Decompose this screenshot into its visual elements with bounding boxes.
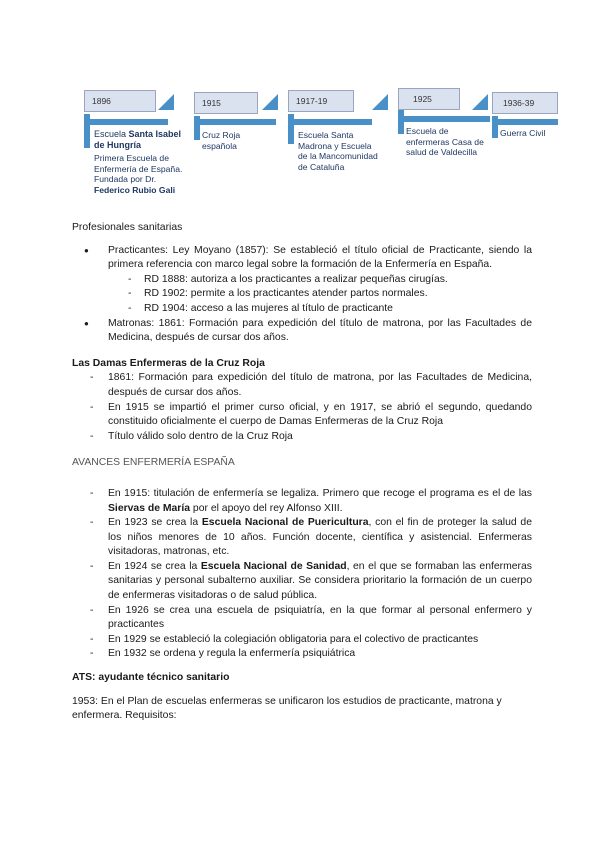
list-item: ● Matronas: 1861: Formación para expedición del título de matrona, por las Facultades de Medicina, después de cursar dos años. (72, 317, 532, 346)
timeline-connector (288, 119, 372, 125)
section-title-profesionales: Profesionales sanitarias (72, 222, 183, 233)
timeline-connector (84, 119, 168, 125)
list-item: ● Practicantes: Ley Moyano (1857): Se estableció el título oficial de Practicante, siendo la primera referencia con marco legal sobre la formación de la Enfermería en España. - RD 1888: autoriza a los practicantes a realizar pequeñas cirugías. - RD 1902: permite a los practicantes atender partos normales. - RD 1904: acceso a las mujeres al título de practicante (72, 244, 532, 317)
timeline-connector (398, 110, 404, 134)
timeline-desc-3: Escuela Santa Madrona y Escuela de la Mancomunidad de Cataluña (298, 130, 378, 172)
section-title-ats: ATS: ayudante técnico sanitario (72, 672, 230, 684)
list-item: - En 1929 se estableció la colegiación obligatoria para el colectivo de practicantes (72, 633, 532, 648)
profesionales-list (72, 244, 532, 346)
list-item: - 1861: Formación para expedición del título de matrona, por las Facultades de Medicina, después de cursar dos años. (72, 371, 532, 400)
list-item: - RD 1902: permite a los practicantes atender partos normales. (72, 287, 532, 302)
avances-list (72, 487, 532, 662)
timeline-connector (398, 116, 490, 122)
damas-list (72, 371, 532, 444)
list-item: - En 1923 se crea la Escuela Nacional de Puericultura, con el fin de proteger la salud de los niños menores de 10 años. Función docente, científica y asistencial. Enfermeras visitadoras, matronas, etc. (72, 516, 532, 560)
document-body (72, 221, 532, 724)
practicantes-sublist (72, 273, 532, 317)
list-item: - En 1915 se impartió el primer curso oficial, y en 1917, se abrió el segundo, quedando constituido oficialmente el cuerpo de Damas Enfermeras de la Cruz Roja (72, 401, 532, 430)
list-item: - En 1915: titulación de enfermería se legaliza. Primero que recoge el programa es el de las Siervas de María por el apoyo del rey Alfonso XIII. (72, 487, 532, 516)
timeline-graphic (82, 88, 560, 228)
timeline-arrow-icon (158, 94, 174, 110)
timeline-desc-5: Guerra Civil (500, 128, 546, 138)
timeline-desc-2: Cruz Roja española (202, 130, 241, 151)
list-item: - En 1924 se crea la Escuela Nacional de Sanidad, en el que se formaban las enfermeras sanitarias y personal subalterno auxiliar. Se considera prioritario la formación de un cuerpo de enfermeras visitadoras o de salud pública. (72, 560, 532, 604)
timeline-connector (492, 119, 558, 125)
timeline-year-4: 1925 (398, 88, 460, 110)
list-item: - Título válido solo dentro de la Cruz Roja (72, 430, 532, 445)
timeline-year-1: 1896 (84, 90, 156, 112)
timeline-year-3: 1917-19 (288, 90, 354, 112)
timeline-arrow-icon (372, 94, 388, 110)
timeline-year-2: 1915 (194, 92, 258, 114)
timeline-year-5: 1936-39 (492, 92, 558, 114)
timeline-desc-4: Escuela de enfermeras Casa de salud de Valdecilla (406, 126, 484, 158)
timeline-desc-1: Escuela Santa Isabel de Hungría Primera Escuela de Enfermería de España. Fundada por Dr. Federico Rubio Gali (94, 129, 183, 195)
timeline-arrow-icon (472, 94, 488, 110)
timeline-arrow-icon (262, 94, 278, 110)
ats-paragraph: 1953: En el Plan de escuelas enfermeras se unificaron los estudios de practicante, matrona y enfermera. Requisitos: (72, 695, 502, 722)
list-item: - En 1932 se ordena y regula la enfermería psiquiátrica (72, 647, 532, 662)
list-item: - RD 1904: acceso a las mujeres al título de practicante (72, 302, 532, 317)
section-title-damas: Las Damas Enfermeras de la Cruz Roja (72, 357, 265, 369)
timeline-connector (194, 119, 276, 125)
list-item: - En 1926 se crea una escuela de psiquiatría, en la que formar al personal enfermero y practicantes (72, 604, 532, 633)
list-item: - RD 1888: autoriza a los practicantes a realizar pequeñas cirugías. (72, 273, 532, 288)
section-title-avances: AVANCES ENFERMERÍA ESPAÑA (72, 457, 235, 469)
